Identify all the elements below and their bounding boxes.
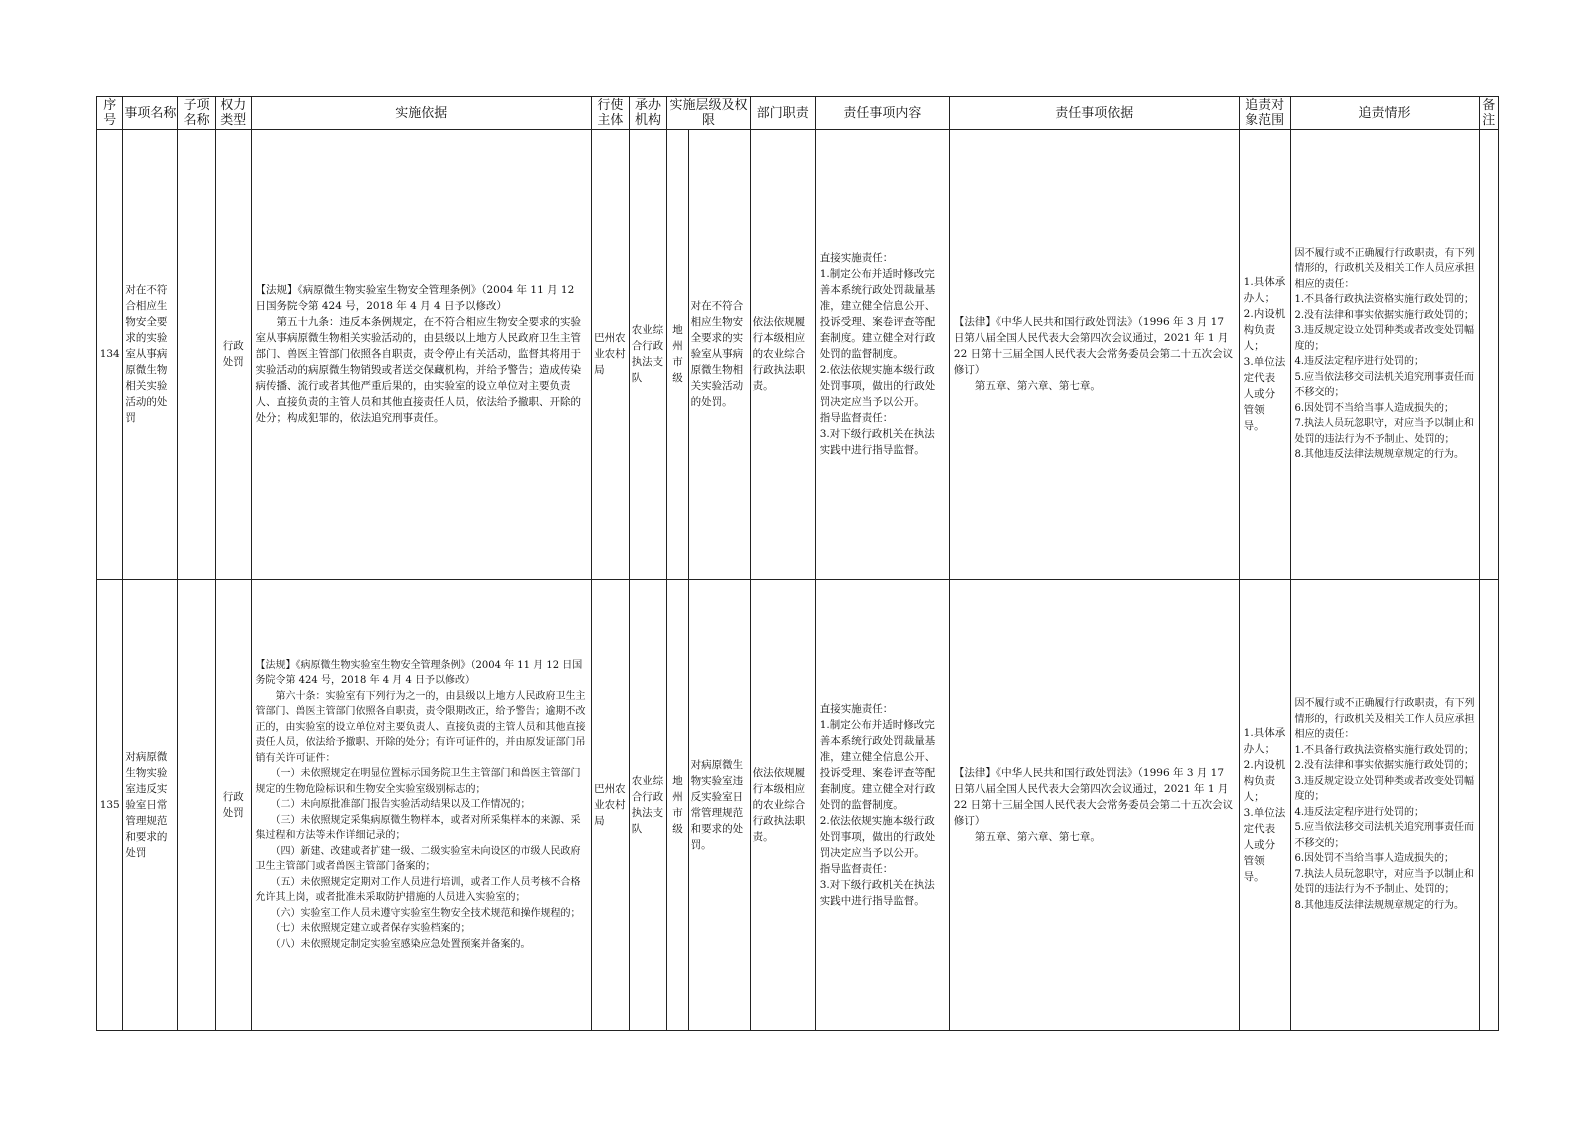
basis-cell: 【法规】《病原微生物实验室生物安全管理条例》（2004 年 11 月 12 日国务院令第 424 号，2018 年 4 月 4 日予以修改） 第六十条：实验室有下列行为之一的，由县级以上地方人民政府卫生主管部门、兽医主管部门依照各自职责，责令限期改正，给予警告；逾期不改正的，由实验室的设立单位对主要负责人、直接负责的主管人员和其他直接责任人员，依法给予撤职、开除的处分；有许可证件的，并由原发证部门吊销有关许可证件： （一）未依照规定在明显位置标示国务院卫生主管部门和兽医主管部门规定的生物危险标识和生物安全实验室级别标志的； （二）未向原批准部门报告实验活动结果以及工作情况的； （三）未依照规定采集病原微生物样本，或者对所采集样本的来源、采集过程和方法等未作详细记录的； （四）新建、改建或者扩建一级、二级实验室未向设区的市级人民政府卫生主管部门或者兽医主管部门备案的； （五）未依照规定定期对工作人员进行培训，或者工作人员考核不合格允许其上岗，或者批准未采取防护措施的人员进入实验室的； （六）实验室工作人员未遵守实验室生物安全技术规范和操作规程的； （七）未依照规定建立或者保存实验档案的； （八）未依照规定制定实验室感染应急处置预案并备案的。 (251, 579, 592, 1030)
header-basis: 实施依据 (251, 97, 592, 130)
header-resp-content: 责任事项内容 (815, 97, 949, 130)
table-row (97, 130, 1499, 580)
power-type-cell: 行政处罚 (215, 130, 251, 580)
header-item-name: 事项名称 (123, 97, 178, 130)
header-remark: 备注 (1479, 97, 1498, 130)
header-power-type: 权力类型 (215, 97, 251, 130)
header-seq: 序号 (97, 97, 123, 130)
seq-cell: 135 (97, 579, 123, 1030)
subject-cell: 巴州农业农村局 (592, 579, 630, 1030)
circumstances-cell: 因不履行或不正确履行行政职责，有下列情形的，行政机关及相关工作人员应承担相应的责任： 1.不具备行政执法资格实施行政处罚的； 2.没有法律和事实依据实施行政处罚的； 3.违反规定设立处罚种类或者改变处罚幅度的； 4.违反法定程序进行处罚的； 5.应当依法移交司法机关追究刑事责任而不移交的； 6.因处罚不当给当事人造成损失的； 7.执法人员玩忽职守，对应当予以制止和处罚的违法行为不予制止、处罚的； 8.其他违反法律法规规章规定的行为。 (1290, 130, 1479, 580)
header-subject: 行使主体 (592, 97, 630, 130)
item-name-cell: 对病原微生物实验室违反实验室日常管理规范和要求的处罚 (123, 579, 178, 1030)
remark-cell (1479, 130, 1498, 580)
circumstances-cell: 因不履行或不正确履行行政职责，有下列情形的，行政机关及相关工作人员应承担相应的责任： 1.不具备行政执法资格实施行政处罚的； 2.没有法律和事实依据实施行政处罚的； 3.违反规定设立处罚种类或者改变处罚幅度的； 4.违反法定程序进行处罚的； 5.应当依法移交司法机关追究刑事责任而不移交的； 6.因处罚不当给当事人造成损失的； 7.执法人员玩忽职守，对应当予以制止和处罚的违法行为不予制止、处罚的； 8.其他违反法律法规规章规定的行为。 (1290, 579, 1479, 1030)
resp-content-cell: 直接实施责任： 1.制定公布并适时修改完善本系统行政处罚裁量基准，建立健全信息公开、投诉受理、案卷评查等配套制度。建立健全对行政处罚的监督制度。 2.依法依规实施本级行政处罚事项，做出的行政处罚决定应当予以公开。 指导监督责任： 3.对下级行政机关在执法实践中进行指导监督。 (815, 579, 949, 1030)
handler-cell: 农业综合行政执法支队 (629, 579, 667, 1030)
level-cell: 地州市级 (667, 579, 688, 1030)
seq-cell: 134 (97, 130, 123, 580)
header-row (97, 97, 1499, 130)
header-resp-basis: 责任事项依据 (949, 97, 1239, 130)
header-circumstances: 追责情形 (1290, 97, 1479, 130)
accountability-table (96, 96, 1499, 1031)
header-duty: 部门职责 (750, 97, 815, 130)
header-scope: 追责对象范围 (1239, 97, 1290, 130)
basis-cell: 【法规】《病原微生物实验室生物安全管理条例》（2004 年 11 月 12 日国务院令第 424 号，2018 年 4 月 4 日予以修改） 第五十九条：违反本条例规定，在不符合相应生物安全要求的实验室从事病原微生物相关实验活动的，由县级以上地方人民政府卫生主管部门、兽医主管部门依照各自职责，责令停止有关活动，监督其将用于实验活动的病原微生物销毁或者送交保藏机构，并给予警告；造成传染病传播、流行或者其他严重后果的，由实验室的设立单位对主要负责人、直接负责的主管人员和其他直接责任人员，依法给予撤职、开除的处分；构成犯罪的，依法追究刑事责任。 (251, 130, 592, 580)
power-type-cell: 行政处罚 (215, 579, 251, 1030)
subject-cell: 巴州农业农村局 (592, 130, 630, 580)
resp-basis-cell: 【法律】《中华人民共和国行政处罚法》（1996 年 3 月 17 日第八届全国人民代表大会第四次会议通过，2021 年 1 月 22 日第十三届全国人民代表大会常务委员会第二十五次会议修订） 第五章、第六章、第七章。 (949, 130, 1239, 580)
resp-basis-cell: 【法律】《中华人民共和国行政处罚法》（1996 年 3 月 17 日第八届全国人民代表大会第四次会议通过，2021 年 1 月 22 日第十三届全国人民代表大会常务委员会第二十五次会议修订） 第五章、第六章、第七章。 (949, 579, 1239, 1030)
resp-content-cell: 直接实施责任： 1.制定公布并适时修改完善本系统行政处罚裁量基准，建立健全信息公开、投诉受理、案卷评查等配套制度。建立健全对行政处罚的监督制度。 2.依法依规实施本级行政处罚事项，做出的行政处罚决定应当予以公开。 指导监督责任： 3.对下级行政机关在执法实践中进行指导监督。 (815, 130, 949, 580)
sub-item-cell (178, 130, 216, 580)
handler-cell: 农业综合行政执法支队 (629, 130, 667, 580)
item-name-cell: 对在不符合相应生物安全要求的实验室从事病原微生物相关实验活动的处罚 (123, 130, 178, 580)
duty-cell: 依法依规履行本级相应的农业综合行政执法职责。 (750, 579, 815, 1030)
header-sub-item: 子项名称 (178, 97, 216, 130)
remark-cell (1479, 579, 1498, 1030)
scope-cell: 1.具体承办人； 2.内设机构负责人； 3.单位法定代表人或分管领导。 (1239, 579, 1290, 1030)
header-handler: 承办机构 (629, 97, 667, 130)
header-level: 实施层级及权限 (667, 97, 750, 130)
duty-cell: 依法依规履行本级相应的农业综合行政执法职责。 (750, 130, 815, 580)
sub-item-cell (178, 579, 216, 1030)
authority-cell: 对病原微生物实验室违反实验室日常管理规范和要求的处罚。 (688, 579, 750, 1030)
authority-cell: 对在不符合相应生物安全要求的实验室从事病原微生物相关实验活动的处罚。 (688, 130, 750, 580)
level-cell: 地州市级 (667, 130, 688, 580)
table-row (97, 579, 1499, 1030)
scope-cell: 1.具体承办人； 2.内设机构负责人； 3.单位法定代表人或分管领导。 (1239, 130, 1290, 580)
